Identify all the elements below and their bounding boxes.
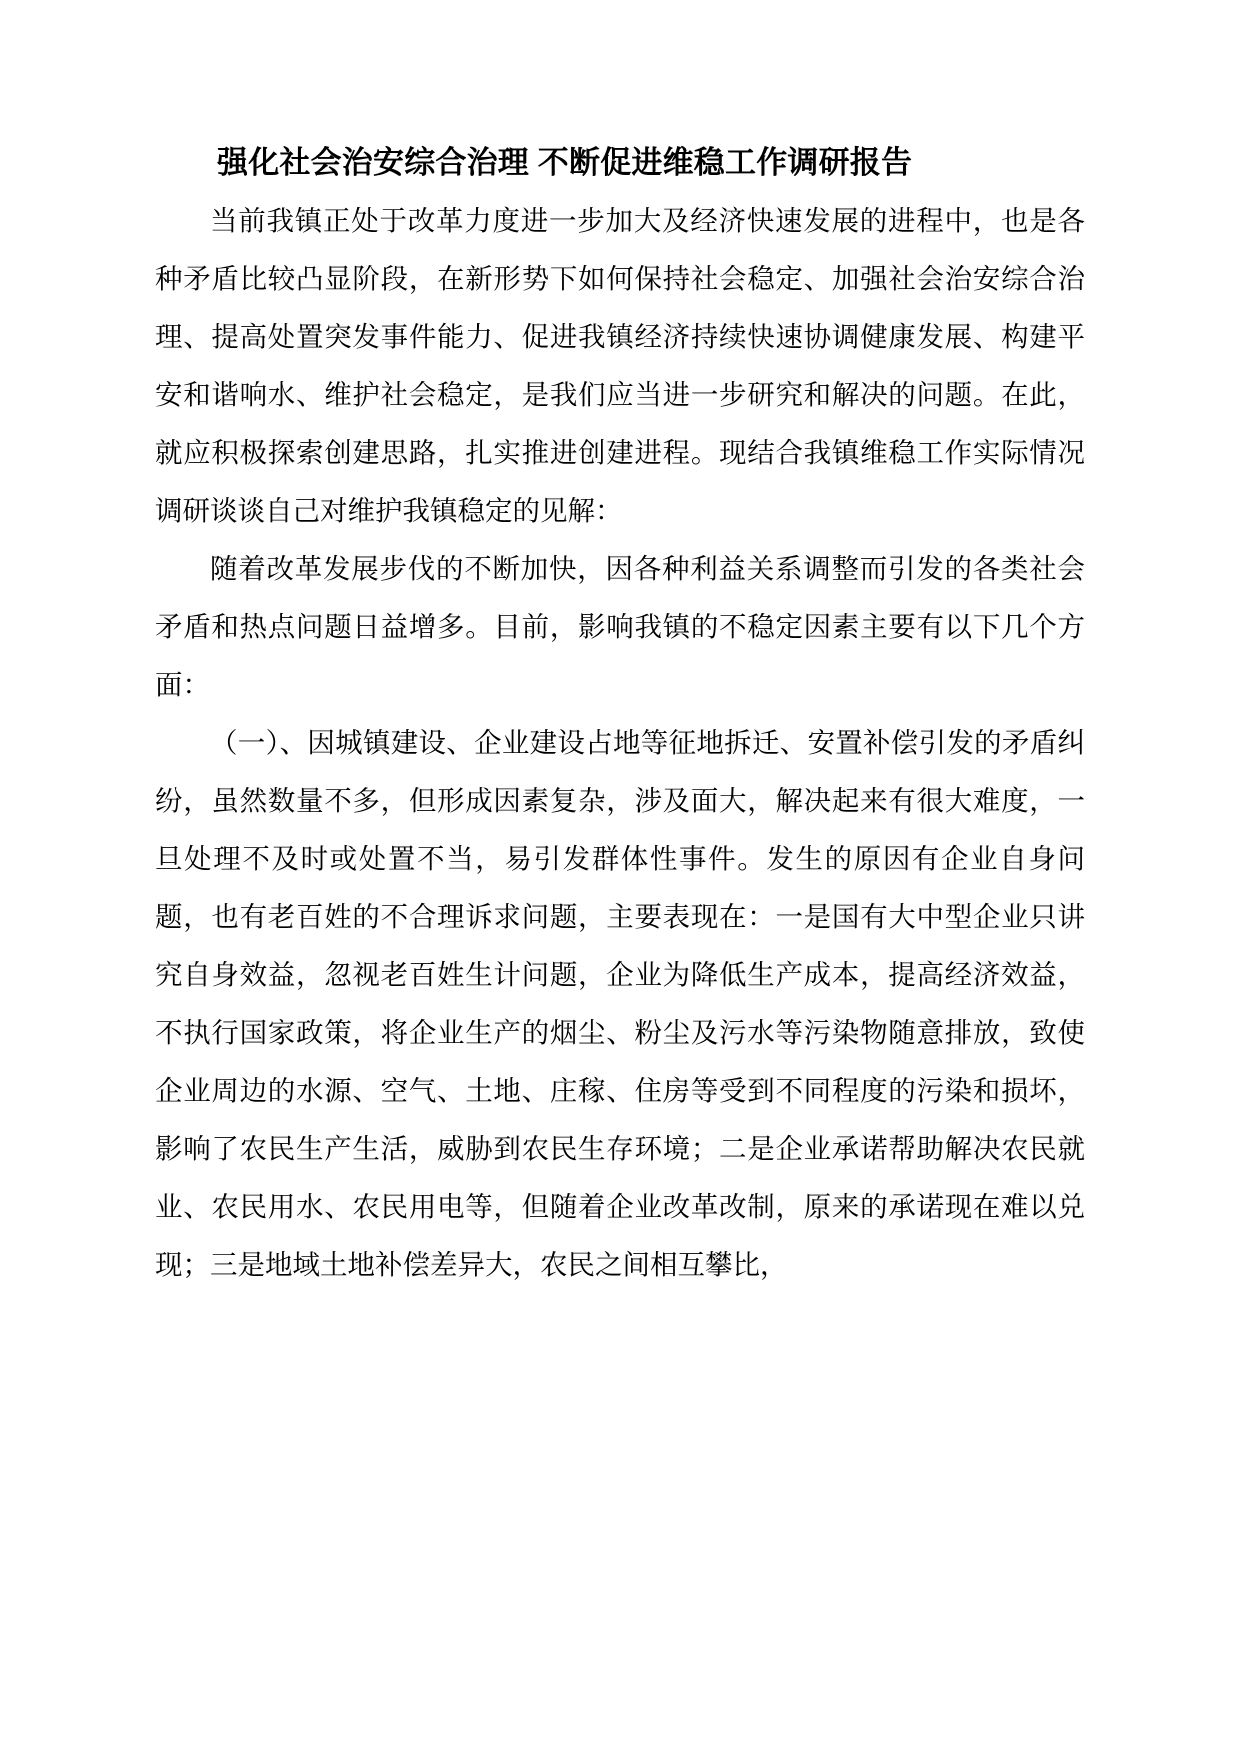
document-body [155,140,1085,1294]
paragraph-item-one: （一）、因城镇建设、企业建设占地等征地拆迁、安置补偿引发的矛盾纠纷，虽然数量不多，但形成因素复杂，涉及面大，解决起来有很大难度，一旦处理不及时或处置不当，易引发群体性事件。发生的原因有企业自身问题，也有老百姓的不合理诉求问题，主要表现在：一是国有大中型企业只讲究自身效益，忽视老百姓生计问题，企业为降低生产成本，提高经济效益，不执行国家政策，将企业生产的烟尘、粉尘及污水等污染物随意排放，致使企业周边的水源、空气、土地、庄稼、住房等受到不同程度的污染和损坏，影响了农民生产生活，威胁到农民生存环境；二是企业承诺帮助解决农民就业、农民用水、农民用电等，但随着企业改革改制，原来的承诺现在难以兑现；三是地域土地补偿差异大，农民之间相互攀比， [155,727,1085,1280]
page-title: 强化社会治安综合治理 不断促进维稳工作调研报告 [217,145,913,180]
paragraph-intro: 当前我镇正处于改革力度进一步加大及经济快速发展的进程中，也是各种矛盾比较凸显阶段，在新形势下如何保持社会稳定、加强社会治安综合治理、提高处置突发事件能力、促进我镇经济持续快速协调健康发展、构建平安和谐响水、维护社会稳定，是我们应当进一步研究和解决的问题。在此，就应积极探索创建思路，扎实推进创建进程。现结合我镇维稳工作实际情况调研谈谈自己对维护我镇稳定的见解： [155,205,1085,526]
paragraph-background: 随着改革发展步伐的不断加快，因各种利益关系调整而引发的各类社会矛盾和热点问题日益增多。目前，影响我镇的不稳定因素主要有以下几个方面： [155,553,1085,700]
